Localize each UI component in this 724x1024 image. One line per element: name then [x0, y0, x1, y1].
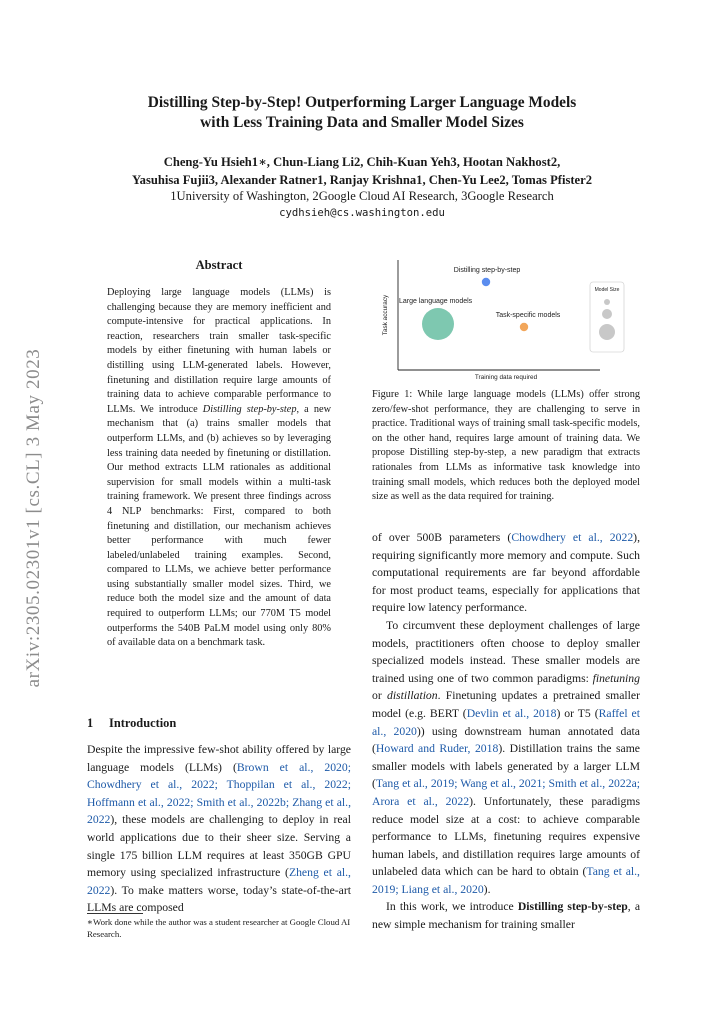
abstract-body [107, 286, 331, 651]
label-large-language-models: Large language models [399, 298, 473, 305]
right-text-10: ). [483, 882, 491, 896]
right-paragraph-1 [372, 529, 640, 617]
citation-tang-wang-smith-arora[interactable]: Tang et al., 2019; Wang et al., 2021; Smith et al., 2022a; Arora et al., 2022 [372, 777, 640, 808]
citation-raffel[interactable]: Raffel et al., 2020 [372, 706, 640, 738]
figure-1-caption: Figure 1: While large language models (LLMs) offer strong zero/few-shot performance, they are challenging to serve in practice. Traditional ways of training small task-specific models, on the other hand, requires large amount of training data. We propose Distilling step-by-step, a new paradigm that extracts rationales from LLMs as informative task knowledge into training small models, which reduces both the deployed model size as well as the data required for training. [372, 389, 640, 503]
right-text-2: ), requiring significantly more memory and compute. Such computational requirements are far beyond affordable for most product teams, especially for applications that require low latency performance. [372, 531, 640, 615]
citation-llms[interactable]: Brown et al., 2020; Chowdhery et al., 2022; Thoppilan et al., 2022; Hoffmann et al., 2022; Smith et al., 2022b; Zhang et al., 2022 [87, 760, 351, 827]
point-task-specific-models [520, 323, 528, 331]
term-finetuning: finetuning [592, 671, 640, 685]
introduction-right-text [372, 529, 640, 934]
footnote-rule [87, 913, 143, 914]
right-text-3: To circumvent these deployment challenges of large models, practitioners often choose to deploy smaller specialized models instead. These smaller models are trained using one of two common paradigms: [372, 618, 640, 685]
right-text-12: , a new simple mechanism for training smaller [372, 900, 641, 932]
legend-size-small [604, 299, 610, 305]
right-text-6: ) or T5 ( [556, 706, 599, 720]
introduction-left-text [87, 741, 351, 917]
abstract-heading: Abstract [195, 258, 243, 272]
legend-title: Model Size [594, 287, 620, 293]
right-paragraph-2 [372, 617, 640, 899]
method-name-bold: Distilling step-by-step [517, 900, 628, 914]
contact-email: cydhsieh@cs.washington.edu [279, 207, 445, 219]
title-line-1: Distilling Step-by-Step! Outperforming Larger Language Models [147, 94, 577, 111]
x-axis-label: Training data required [474, 374, 538, 381]
arxiv-sidebar [22, 318, 46, 718]
intro-text-3: ). To make matters worse, today’s state-of-the-art LLMs are composed [87, 883, 351, 915]
right-paragraph-3 [372, 898, 640, 933]
y-axis-label: Task accuracy [382, 294, 389, 336]
section-heading-introduction [87, 716, 351, 731]
authors-line-1: Cheng-Yu Hsieh1∗, Chun-Liang Li2, Chih-Kuan Yeh3, Hootan Nakhost2, [163, 155, 561, 169]
right-text-4: or [372, 689, 387, 703]
arxiv-stamp: arXiv:2305.02301v1 [cs.CL] 3 May 2023 [23, 348, 44, 688]
intro-text-2: ), these models are challenging to deploy in real world applications due to their sheer size. Serving a single 175 billion LLM requires at least 350GB GPU memory using specialized infrastructure ( [87, 813, 351, 880]
figure-1-plot [378, 258, 642, 388]
label-task-specific-models: Task-specific models [495, 312, 561, 319]
citation-tang-liang[interactable]: Tang et al., 2019; Liang et al., 2020 [372, 865, 640, 896]
legend-size-medium [602, 309, 612, 319]
figure-1 [378, 258, 642, 388]
citation-devlin[interactable]: Devlin et al., 2018 [466, 706, 557, 720]
right-text-9: ). Unfortunately, these paradigms reduce model size at a cost: to achieve comparable performance to LLMs, finetuning requires expensive human labels, and distillation requires large amounts of unlabeled data which can be hard to obtain ( [372, 794, 641, 879]
section-number: 1 [87, 716, 94, 730]
right-text-11: In this work, we introduce [386, 900, 518, 914]
right-text-8: ). Distillation trains the same smaller models with labels generated by a larger LLM ( [372, 742, 640, 791]
citation-howard[interactable]: Howard and Ruder, 2018 [375, 742, 499, 756]
term-distillation: distillation [386, 689, 438, 703]
affiliations: 1University of Washington, 2Google Cloud AI Research, 3Google Research [170, 189, 554, 203]
paper-title [80, 93, 644, 133]
citation-zheng[interactable]: Zheng et al., 2022 [87, 866, 351, 897]
right-text-7: )) using downstream human annotated data ( [372, 724, 640, 756]
section-title: Introduction [109, 716, 177, 730]
label-distilling-step-by-step: Distilling step-by-step [453, 267, 521, 274]
point-large-language-models [422, 308, 454, 340]
abstract-text-2: , a new mechanism that (a) trains smaller models that outperform LLMs, and (b) achieves so by leveraging less training data needed by finetuning or distillation. Our method extracts LLM rationales as additional supervision for small models within a multi-task training framework. We present three findings across 4 NLP benchmarks: First, compared to both finetuning and distillation, our mechanism achieves better performance with much fewer labeled/unlabeled training examples. Second, compared to LLMs, we achieve better performance using substantially smaller model sizes. Third, we reduce both the model size and the amount of data required to outperform LLMs; our 770M T5 model outperforms the 540B PaLM model using only 80% of available data on a benchmark task. [107, 403, 331, 649]
right-text-1: of over 500B parameters ( [372, 531, 512, 544]
legend-size-large [599, 324, 615, 340]
footnote: ∗Work done while the author was a student researcher at Google Cloud AI Research. [87, 917, 351, 939]
authors-line-2: Yasuhisa Fujii3, Alexander Ratner1, Ranjay Krishna1, Chen-Yu Lee2, Tomas Pfister2 [131, 173, 593, 187]
citation-chowdhery[interactable]: Chowdhery et al., 2022 [511, 531, 634, 544]
title-line-2: with Less Training Data and Smaller Model Sizes [200, 114, 524, 131]
abstract-method-name: Distilling step-by-step [202, 403, 297, 415]
right-text-5: . Finetuning updates a pretrained smaller model (e.g. BERT ( [372, 689, 640, 720]
intro-text-1: Despite the impressive few-shot ability offered by large language models (LLMs) ( [87, 743, 351, 774]
point-distilling-step-by-step [482, 278, 490, 286]
author-list [70, 153, 654, 189]
abstract-text-1: Deploying large language models (LLMs) is challenging because they are memory inefficient and compute-intensive for practical applications. In reaction, researchers train smaller task-specific models by either finetuning with human labels or distilling using LLM-generated labels. However, finetuning and distillation require large amounts of training data to achieve comparable performance to LLMs. We introduce [107, 287, 331, 415]
